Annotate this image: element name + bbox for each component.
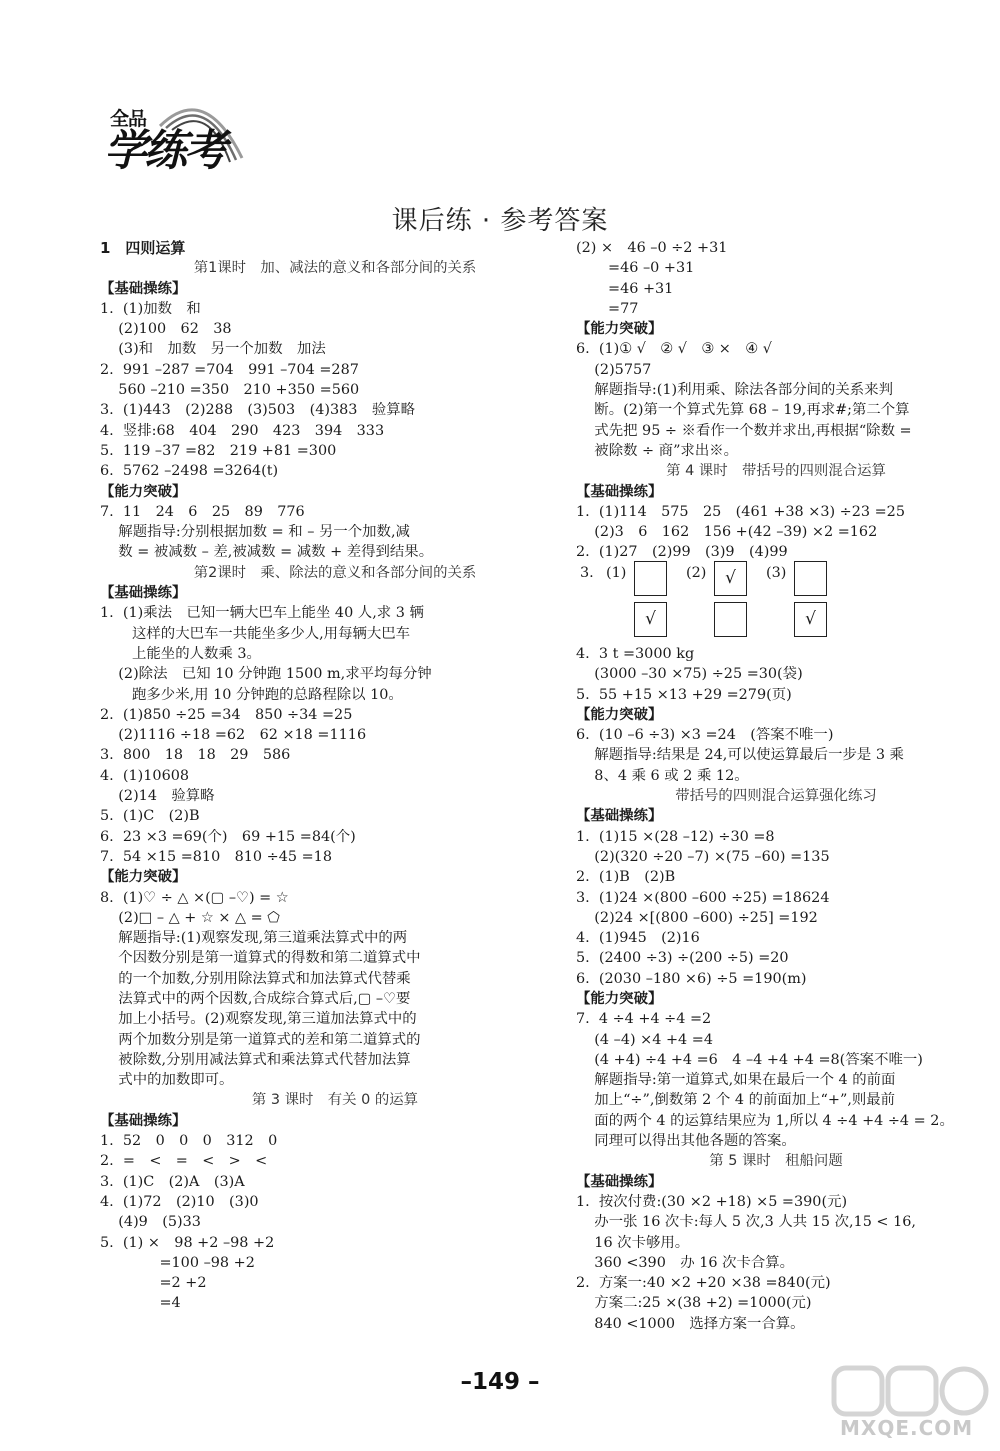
answer-line: 5. 55 +15 ×13 +29 =279(页) — [576, 686, 792, 703]
answer-line: 3. (1)24 ×(800 –600 ÷25) =18624 — [576, 889, 830, 906]
box-group-label: (1) — [606, 564, 627, 581]
answer-line: 加上小括号。(2)观察发现,第三道加法算式中的 — [100, 1011, 417, 1028]
answer-line: 2. (1)B (2)B — [576, 869, 676, 886]
answer-line: 4. 竖排:68 404 290 423 394 333 — [100, 422, 385, 439]
answer-line: 解题指导:结果是 24,可以使运算最后一步是 3 乘 — [576, 747, 904, 764]
answer-box-top: √ — [714, 561, 747, 596]
answer-line: (2)24 ×[(800 –600) ÷25] =192 — [576, 909, 818, 926]
lesson-heading: 带括号的四则混合运算强化练习 — [675, 788, 877, 805]
answer-line: 2. 方案一:40 ×2 +20 ×38 =840(元) — [576, 1275, 831, 1292]
answer-line: 840 <1000 选择方案一合算。 — [576, 1315, 805, 1332]
answer-line: 6. (2030 –180 ×6) ÷5 =190(m) — [576, 970, 807, 987]
answer-line: 解题指导:分别根据加数 = 和 – 另一个加数,减 — [100, 524, 410, 541]
section-heading: 【能力突破】 — [576, 321, 663, 338]
answer-line: (2) × 46 –0 ÷2 +31 — [576, 240, 728, 256]
section-heading: 【基础操练】 — [576, 483, 663, 500]
lesson-heading: 第1课时 加、减法的意义和各部分间的关系 — [193, 260, 477, 277]
question-number: 3. — [580, 564, 594, 581]
answer-line: 1. 52 0 0 0 312 0 — [100, 1133, 278, 1150]
checkbox-answer-row — [576, 563, 976, 629]
answer-line: 跑多少米,用 10 分钟跑的总路程除以 10。 — [100, 686, 403, 703]
answer-line: 式中的加数即可。 — [100, 1072, 234, 1089]
logo-brand-main: 学练考 — [104, 126, 224, 176]
answer-line: 5. (1)C (2)B — [100, 808, 200, 825]
answer-line: =46 –0 +31 — [576, 260, 695, 277]
lesson-heading: 第 4 课时 带括号的四则混合运算 — [666, 463, 886, 480]
section-heading: 【基础操练】 — [100, 1112, 187, 1129]
answer-line: (3000 –30 ×75) ÷25 =30(袋) — [576, 666, 803, 683]
logo-brand-top: 全品 — [110, 108, 147, 130]
page-title: 课后练 · 参考答案 — [391, 206, 609, 236]
answer-line: (2)100 62 38 — [100, 321, 232, 338]
answer-line: 同理可以得出其他各题的答案。 — [576, 1133, 796, 1150]
answer-line: 7. 11 24 6 25 89 776 — [100, 503, 305, 520]
section-heading: 【能力突破】 — [100, 869, 187, 886]
lesson-heading: 第 5 课时 租船问题 — [709, 1153, 843, 1170]
section-heading: 【基础操练】 — [100, 280, 187, 297]
chapter-heading: 1 四则运算 — [100, 239, 186, 257]
answer-line: 1. (1)乘法 已知一辆大巴车上能坐 40 人,求 3 辆 — [100, 605, 424, 622]
answer-line: 5. (1) × 98 +2 –98 +2 — [100, 1234, 275, 1251]
section-heading: 【能力突破】 — [100, 483, 187, 500]
answer-line: 解题指导:(1)利用乘、除法各部分间的关系来判 — [576, 382, 893, 399]
answer-line: 6. 23 ×3 =69(个) 69 +15 =84(个) — [100, 828, 356, 845]
answer-line: 3. (1)443 (2)288 (3)503 (4)383 验算略 — [100, 402, 416, 419]
left-answer-column — [100, 238, 570, 1314]
answer-line: (2)(320 ÷20 –7) ×(75 –60) =135 — [576, 848, 830, 865]
answer-line: 方案二:25 ×(38 +2) =1000(元) — [576, 1295, 812, 1312]
answer-line: 16 次卡够用。 — [576, 1234, 690, 1251]
section-heading: 【能力突破】 — [576, 990, 663, 1007]
answer-line: 解题指导:第一道算式,如果在最后一个 4 的前面 — [576, 1072, 896, 1089]
answer-line: 这样的大巴车一共能坐多少人,用每辆大巴车 — [100, 625, 411, 642]
answer-box-bottom — [714, 602, 747, 637]
answer-line: 断。(2)第一个算式先算 68 – 19,再求#;第二个算 — [576, 402, 910, 419]
answer-box-top — [794, 561, 827, 596]
answer-line: 式先把 95 ÷ ※看作一个数并求出,再根据“除数 = — [576, 422, 912, 439]
answer-line: (2)14 验算略 — [100, 788, 215, 805]
answer-line: 法算式中的两个因数,合成综合算式后,▢ –♡要 — [100, 990, 411, 1007]
answer-line: 面的两个 4 的运算结果应为 1,所以 4 ÷4 +4 ÷4 = 2。 — [576, 1112, 954, 1129]
answer-line: 6. (1)① √ ② √ ③ × ④ √ — [576, 341, 772, 358]
answer-line: (2)3 6 162 156 +(42 –39) ×2 =162 — [576, 524, 878, 541]
answer-line: 个因数分别是第一道算式的得数和第二道算式中 — [100, 950, 421, 967]
answer-line: =4 — [100, 1295, 181, 1312]
answer-line: 被除数 ÷ 商”求出※。 — [576, 442, 738, 459]
answer-line: 2. = < = < > < — [100, 1153, 268, 1170]
box-group-label: (3) — [766, 564, 787, 581]
answer-line: 3. 800 18 18 29 586 — [100, 747, 291, 764]
section-heading: 【基础操练】 — [576, 1173, 663, 1190]
answer-line: (4 +4) ÷4 +4 =6 4 –4 +4 +4 =8(答案不唯一) — [576, 1051, 923, 1068]
answer-line: 被除数,分别用减法算式和乘法算式代替加法算 — [100, 1051, 411, 1068]
page-number: –149 – — [460, 1369, 540, 1395]
answer-line: 4. (1)10608 — [100, 767, 190, 784]
answer-line: (2)除法 已知 10 分钟跑 1500 m,求平均每分钟 — [100, 666, 432, 683]
answer-line: 560 –210 =350 210 +350 =560 — [100, 382, 360, 399]
answer-line: =100 –98 +2 — [100, 1254, 255, 1271]
answer-line: 7. 54 ×15 =810 810 ÷45 =18 — [100, 848, 332, 865]
answer-line: 1. (1)114 575 25 (461 +38 ×3) ÷23 =25 — [576, 503, 905, 520]
answer-line: 1. (1)加数 和 — [100, 300, 201, 317]
answer-line: 6. 5762 –2498 =3264(t) — [100, 463, 279, 480]
answer-line: 的一个加数,分别用除法算式和加法算式代替乘 — [100, 970, 411, 987]
answer-line: 4. (1)72 (2)10 (3)0 — [100, 1193, 259, 1210]
lesson-heading: 第2课时 乘、除法的意义和各部分间的关系 — [193, 564, 477, 581]
section-heading: 【能力突破】 — [576, 706, 663, 723]
answer-box-bottom: √ — [634, 602, 667, 637]
answer-line: 8、4 乘 6 或 2 乘 12。 — [576, 767, 749, 784]
answer-line: 数 = 被减数 – 差,被减数 = 减数 + 差得到结果。 — [100, 544, 434, 561]
answer-line: (4 –4) ×4 +4 =4 — [576, 1031, 713, 1048]
answer-line: (2)1116 ÷18 =62 62 ×18 =1116 — [100, 727, 367, 744]
answer-line: 360 <390 办 16 次卡合算。 — [576, 1254, 795, 1271]
lesson-heading: 第 3 课时 有关 0 的运算 — [251, 1092, 419, 1109]
answer-line: 7. 4 ÷4 +4 ÷4 =2 — [576, 1011, 712, 1028]
answer-line: 解题指导:(1)观察发现,第三道乘法算式中的两 — [100, 930, 408, 947]
watermark-text: MXQE.COM — [840, 1416, 974, 1440]
answer-line: 6. (10 –6 ÷3) ×3 =24 (答案不唯一) — [576, 727, 834, 744]
answer-line: =77 — [576, 300, 639, 317]
answer-line: 2. 991 –287 =704 991 –704 =287 — [100, 361, 359, 378]
answer-line: (4)9 (5)33 — [100, 1214, 201, 1231]
answer-line: 两个加数分别是第一道算式的差和第二道算式的 — [100, 1031, 421, 1048]
answer-line: =46 +31 — [576, 280, 674, 297]
answer-line: (2)5757 — [576, 361, 652, 378]
answer-line: 3. (1)C (2)A (3)A — [100, 1173, 245, 1190]
answer-line: 2. (1)850 ÷25 =34 850 ÷34 =25 — [100, 706, 353, 723]
answer-line: 1. (1)15 ×(28 –12) ÷30 =8 — [576, 828, 775, 845]
answer-line: (3)和 加数 另一个加数 加法 — [100, 341, 326, 358]
answer-box-top — [634, 561, 667, 596]
answer-line: 4. 3 t =3000 kg — [576, 645, 695, 662]
section-heading: 【基础操练】 — [576, 808, 663, 825]
box-group-label: (2) — [686, 564, 707, 581]
answer-line: 1. 按次付费:(30 ×2 +18) ×5 =390(元) — [576, 1193, 848, 1210]
answer-box-bottom: √ — [794, 602, 827, 637]
answer-line: 2. (1)27 (2)99 (3)9 (4)99 — [576, 544, 788, 561]
answer-line: (2)□ – △ + ☆ × △ = ⬠ — [100, 909, 280, 926]
answer-line: 5. 119 –37 =82 219 +81 =300 — [100, 442, 337, 459]
answer-line: 办一张 16 次卡:每人 5 次,3 人共 15 次,15 < 16, — [576, 1214, 916, 1231]
answer-line: 5. (2400 ÷3) ÷(200 ÷5) =20 — [576, 950, 789, 967]
answer-line: 上能坐的人数乘 3。 — [100, 645, 261, 662]
answer-line: =2 +2 — [100, 1275, 207, 1292]
answer-line: 4. (1)945 (2)16 — [576, 930, 700, 947]
right-answer-column — [576, 238, 976, 1334]
answer-line: 8. (1)♡ ÷ △ ×(▢ –♡) = ☆ — [100, 889, 289, 906]
section-heading: 【基础操练】 — [100, 585, 187, 602]
answer-line: 加上“÷”,倒数第 2 个 4 的前面加上“+”,则最前 — [576, 1092, 896, 1109]
